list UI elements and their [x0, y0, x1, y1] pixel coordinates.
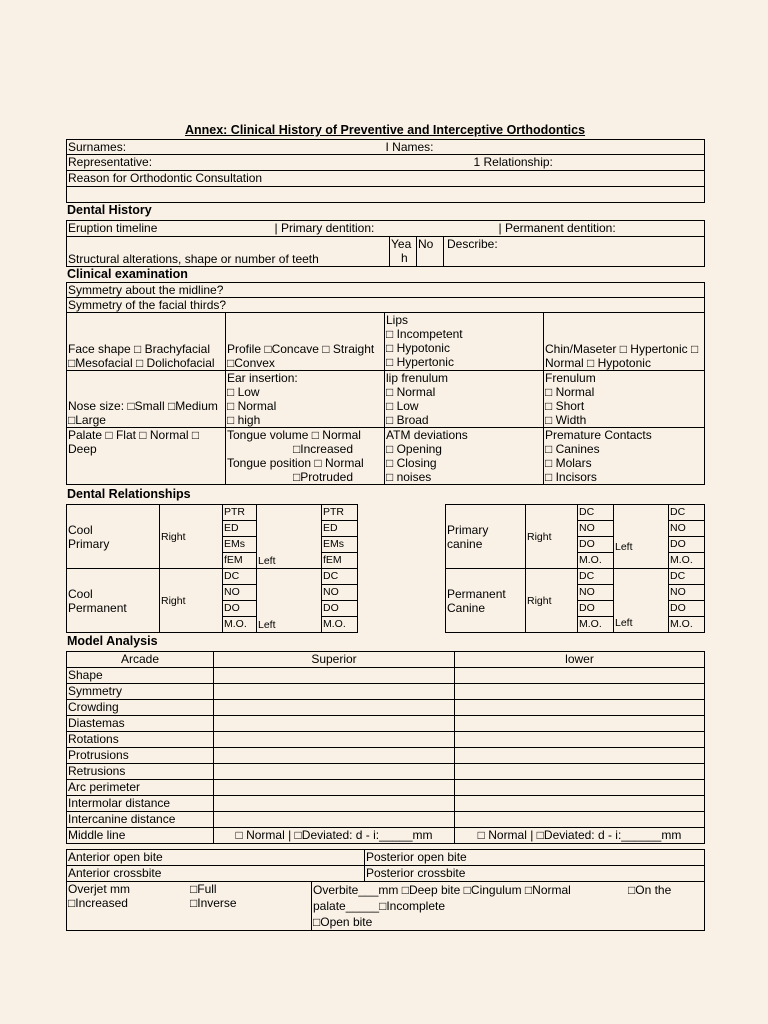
- pc-molars: □ Molars: [545, 456, 592, 470]
- superior-cell[interactable]: [214, 700, 455, 716]
- yes-label-a: Yea: [391, 237, 412, 251]
- row-label: Diastemas: [67, 716, 214, 732]
- overjet-overbite-table: [66, 881, 705, 931]
- palate-line2: Deep: [68, 442, 97, 456]
- lip-frenulum-cell[interactable]: [385, 371, 544, 428]
- ear-low: □ Low: [227, 385, 260, 399]
- describe-label: Describe:: [447, 237, 498, 251]
- middle-line-label: Middle line: [67, 828, 214, 844]
- model-analysis-heading: Model Analysis: [67, 634, 158, 648]
- fr-width: □ Width: [545, 413, 587, 427]
- row-label: Protrusions: [67, 748, 214, 764]
- primary-canine-label: Primary canine: [446, 505, 526, 569]
- cool-relationship-table: [66, 504, 358, 633]
- reason-blank-line[interactable]: [67, 187, 705, 203]
- lips-hypotonic: □ Hypotonic: [386, 341, 450, 355]
- no-left[interactable]: NO: [669, 521, 705, 537]
- permanent-dentition-label: | Permanent dentition:: [498, 221, 616, 235]
- fem-left[interactable]: fEM: [322, 553, 358, 569]
- ed-right[interactable]: ED: [223, 521, 257, 537]
- chin-line1: Chin/Maseter □ Hypertonic □: [545, 342, 699, 356]
- profile-line2: □Convex: [227, 356, 275, 370]
- profile-cell[interactable]: [226, 313, 385, 371]
- dc-right[interactable]: DC: [223, 569, 257, 585]
- overjet-inverse[interactable]: □Inverse: [190, 896, 237, 910]
- palate-cell[interactable]: [67, 428, 226, 485]
- no-right[interactable]: NO: [223, 585, 257, 601]
- lower-cell[interactable]: [455, 732, 705, 748]
- face-shape-cell[interactable]: [67, 313, 226, 371]
- mo-left[interactable]: M.O.: [669, 617, 705, 633]
- right-label: Right: [526, 505, 578, 569]
- row-label: Arc perimeter: [67, 780, 214, 796]
- col-arcade: Arcade: [67, 652, 214, 668]
- nose-line2: □Large: [68, 413, 106, 427]
- facial-thirds-row[interactable]: Symmetry of the facial thirds?: [67, 298, 705, 313]
- tongue-cell[interactable]: [226, 428, 385, 485]
- premature-label: Premature Contacts: [545, 428, 652, 442]
- superior-cell[interactable]: [214, 796, 455, 812]
- cool-permanent-label: Cool Permanent: [67, 569, 160, 633]
- atm-label: ATM deviations: [386, 428, 468, 442]
- nose-cell[interactable]: [67, 371, 226, 428]
- describe-field[interactable]: [444, 237, 705, 267]
- right-label: Right: [160, 569, 223, 633]
- do-left[interactable]: DO: [669, 537, 705, 553]
- left-label: Left: [257, 569, 322, 633]
- left-label: Left: [614, 569, 669, 633]
- yes-label-b: h: [401, 251, 408, 265]
- canine-relationship-table: [445, 504, 705, 633]
- lips-hypertonic: □ Hypertonic: [386, 355, 454, 369]
- middle-line-superior[interactable]: □ Normal | □Deviated: d - i:_____mm: [214, 828, 455, 844]
- row-label: Rotations: [67, 732, 214, 748]
- relationship-field[interactable]: [385, 155, 705, 171]
- tongue-position: Tongue position □ Normal: [227, 456, 364, 470]
- right-label: Right: [526, 569, 578, 633]
- atm-opening: □ Opening: [386, 442, 442, 456]
- fr-normal: □ Normal: [545, 385, 595, 399]
- no-right[interactable]: NO: [578, 585, 614, 601]
- mo-right[interactable]: M.O.: [578, 617, 614, 633]
- dc-left[interactable]: DC: [669, 505, 705, 521]
- eruption-label: Eruption timeline: [68, 221, 158, 235]
- do-right[interactable]: DO: [223, 601, 257, 617]
- overjet-increased[interactable]: □Increased: [68, 896, 128, 910]
- tongue-volume: Tongue volume □ Normal: [227, 428, 361, 442]
- surnames-label: Surnames:: [68, 140, 127, 154]
- profile-line1: Profile □Concave □ Straight: [227, 342, 375, 356]
- superior-cell[interactable]: [214, 764, 455, 780]
- lips-label: Lips: [386, 313, 409, 327]
- anterior-open-bite[interactable]: Anterior open bite: [67, 850, 365, 866]
- chin-line2: Normal □ Hypotonic: [545, 356, 651, 370]
- tongue-protruded: □Protruded: [293, 470, 353, 484]
- mo-left[interactable]: M.O.: [322, 617, 358, 633]
- names-label: I Names:: [385, 140, 434, 154]
- ptr-left[interactable]: PTR: [322, 505, 358, 521]
- dc-left[interactable]: DC: [322, 569, 358, 585]
- lower-cell[interactable]: [455, 780, 705, 796]
- col-superior: Superior: [214, 652, 455, 668]
- primary-dentition-label: | Primary dentition:: [274, 221, 375, 235]
- names-field[interactable]: [385, 140, 705, 155]
- pc-canines: □ Canines: [545, 442, 600, 456]
- lower-cell[interactable]: [455, 716, 705, 732]
- row-label: Symmetry: [67, 684, 214, 700]
- do-left[interactable]: DO: [322, 601, 358, 617]
- superior-cell[interactable]: [214, 668, 455, 684]
- lower-cell[interactable]: [455, 700, 705, 716]
- patient-info-table: [66, 139, 705, 203]
- ear-label: Ear insertion:: [227, 371, 298, 385]
- frenulum-label: Frenulum: [545, 371, 596, 385]
- face-shape-line2: □Mesofacial □ Dolichofacial: [68, 356, 215, 370]
- model-analysis-table: [66, 651, 705, 844]
- row-label: Intermolar distance: [67, 796, 214, 812]
- superior-cell[interactable]: [214, 732, 455, 748]
- form-title: Annex: Clinical History of Preventive and Interceptive Orthodontics: [184, 123, 586, 137]
- row-label: Intercanine distance: [67, 812, 214, 828]
- dental-relationships-heading: Dental Relationships: [67, 487, 191, 501]
- atm-noises: □ noises: [386, 470, 432, 484]
- face-shape-line1: Face shape □ Brachyfacial: [68, 342, 210, 356]
- mo-right[interactable]: M.O.: [578, 553, 614, 569]
- row-label: Shape: [67, 668, 214, 684]
- superior-cell[interactable]: [214, 716, 455, 732]
- ed-left[interactable]: ED: [322, 521, 358, 537]
- fem-right[interactable]: fEM: [223, 553, 257, 569]
- overbite-cell[interactable]: [312, 882, 705, 931]
- dc-left[interactable]: DC: [669, 569, 705, 585]
- nose-line1: Nose size: □Small □Medium: [68, 399, 218, 413]
- relationship-label: 1 Relationship:: [473, 155, 553, 169]
- dental-history-table: [66, 220, 705, 267]
- overbite-on-the[interactable]: □On the: [628, 883, 672, 897]
- overjet-label: Overjet mm: [68, 882, 131, 896]
- lower-cell[interactable]: [455, 812, 705, 828]
- ptr-right[interactable]: PTR: [223, 505, 257, 521]
- ems-left[interactable]: EMs: [322, 537, 358, 553]
- dental-history-heading: Dental History: [67, 203, 152, 217]
- left-label: Left: [257, 505, 322, 569]
- yes-checkbox[interactable]: [390, 237, 417, 267]
- lip-frenulum-label: lip frenulum: [386, 371, 449, 385]
- clinical-exam-table: [66, 282, 705, 485]
- right-label: Right: [160, 505, 223, 569]
- do-right[interactable]: DO: [578, 537, 614, 553]
- eruption-row[interactable]: [67, 221, 705, 237]
- no-checkbox[interactable]: No: [417, 237, 444, 267]
- ear-normal: □ Normal: [227, 399, 277, 413]
- no-left[interactable]: NO: [669, 585, 705, 601]
- atm-cell[interactable]: [385, 428, 544, 485]
- lf-normal: □ Normal: [386, 385, 436, 399]
- lips-incompetent: □ Incompetent: [386, 327, 463, 341]
- reason-label: Reason for Orthodontic Consultation: [68, 171, 263, 185]
- pc-incisors: □ Incisors: [545, 470, 597, 484]
- no-right[interactable]: NO: [578, 521, 614, 537]
- posterior-open-bite[interactable]: Posterior open bite: [365, 850, 705, 866]
- row-label: Retrusions: [67, 764, 214, 780]
- mo-right[interactable]: M.O.: [223, 617, 257, 633]
- ear-high: □ high: [227, 413, 261, 427]
- premature-cell[interactable]: [544, 428, 705, 485]
- superior-cell[interactable]: [214, 748, 455, 764]
- clinical-exam-heading: Clinical examination: [67, 267, 188, 281]
- structural-label: Structural alterations, shape or number of teeth: [67, 237, 390, 267]
- cool-primary-label: Cool Primary: [67, 505, 160, 569]
- superior-cell[interactable]: [214, 780, 455, 796]
- ear-cell[interactable]: [226, 371, 385, 428]
- overbite-line1: Overbite___mm □Deep bite □Cingulum □Normal: [313, 883, 571, 897]
- middle-line-lower[interactable]: □ Normal | □Deviated: d - i:______mm: [455, 828, 705, 844]
- lower-cell[interactable]: [455, 668, 705, 684]
- row-label: Crowding: [67, 700, 214, 716]
- do-left[interactable]: DO: [669, 601, 705, 617]
- representative-label: Representative:: [68, 155, 153, 169]
- dc-right[interactable]: DC: [578, 569, 614, 585]
- ems-right[interactable]: EMs: [223, 537, 257, 553]
- superior-cell[interactable]: [214, 812, 455, 828]
- lf-low: □ Low: [386, 399, 419, 413]
- fr-short: □ Short: [545, 399, 585, 413]
- chin-cell[interactable]: [544, 313, 705, 371]
- lower-cell[interactable]: [455, 796, 705, 812]
- atm-closing: □ Closing: [386, 456, 437, 470]
- anterior-crossbite[interactable]: Anterior crossbite: [67, 866, 365, 882]
- posterior-crossbite[interactable]: Posterior crossbite: [365, 866, 705, 882]
- frenulum-cell[interactable]: [544, 371, 705, 428]
- overjet-full[interactable]: □Full: [190, 882, 217, 896]
- permanent-canine-label: Permanent Canine: [446, 569, 526, 633]
- representative-field[interactable]: [67, 155, 385, 171]
- lf-broad: □ Broad: [386, 413, 429, 427]
- overbite-open-bite[interactable]: □Open bite: [313, 915, 373, 929]
- lower-cell[interactable]: [455, 764, 705, 780]
- tongue-increased: □Increased: [293, 442, 353, 456]
- left-label: Left: [614, 505, 669, 569]
- col-lower: lower: [455, 652, 705, 668]
- no-left[interactable]: NO: [322, 585, 358, 601]
- lower-cell[interactable]: [455, 748, 705, 764]
- superior-cell[interactable]: [214, 684, 455, 700]
- surnames-field[interactable]: [67, 140, 385, 155]
- dc-right[interactable]: DC: [578, 505, 614, 521]
- palate-line1: Palate □ Flat □ Normal □: [68, 428, 200, 442]
- midline-row[interactable]: Symmetry about the midline?: [67, 283, 705, 298]
- overbite-line2: palate_____□Incomplete: [313, 899, 446, 913]
- bite-table: [66, 849, 705, 882]
- lower-cell[interactable]: [455, 684, 705, 700]
- lips-cell[interactable]: [385, 313, 544, 371]
- reason-field[interactable]: [67, 171, 705, 187]
- mo-left[interactable]: M.O.: [669, 553, 705, 569]
- overjet-cell[interactable]: [67, 882, 312, 931]
- do-right[interactable]: DO: [578, 601, 614, 617]
